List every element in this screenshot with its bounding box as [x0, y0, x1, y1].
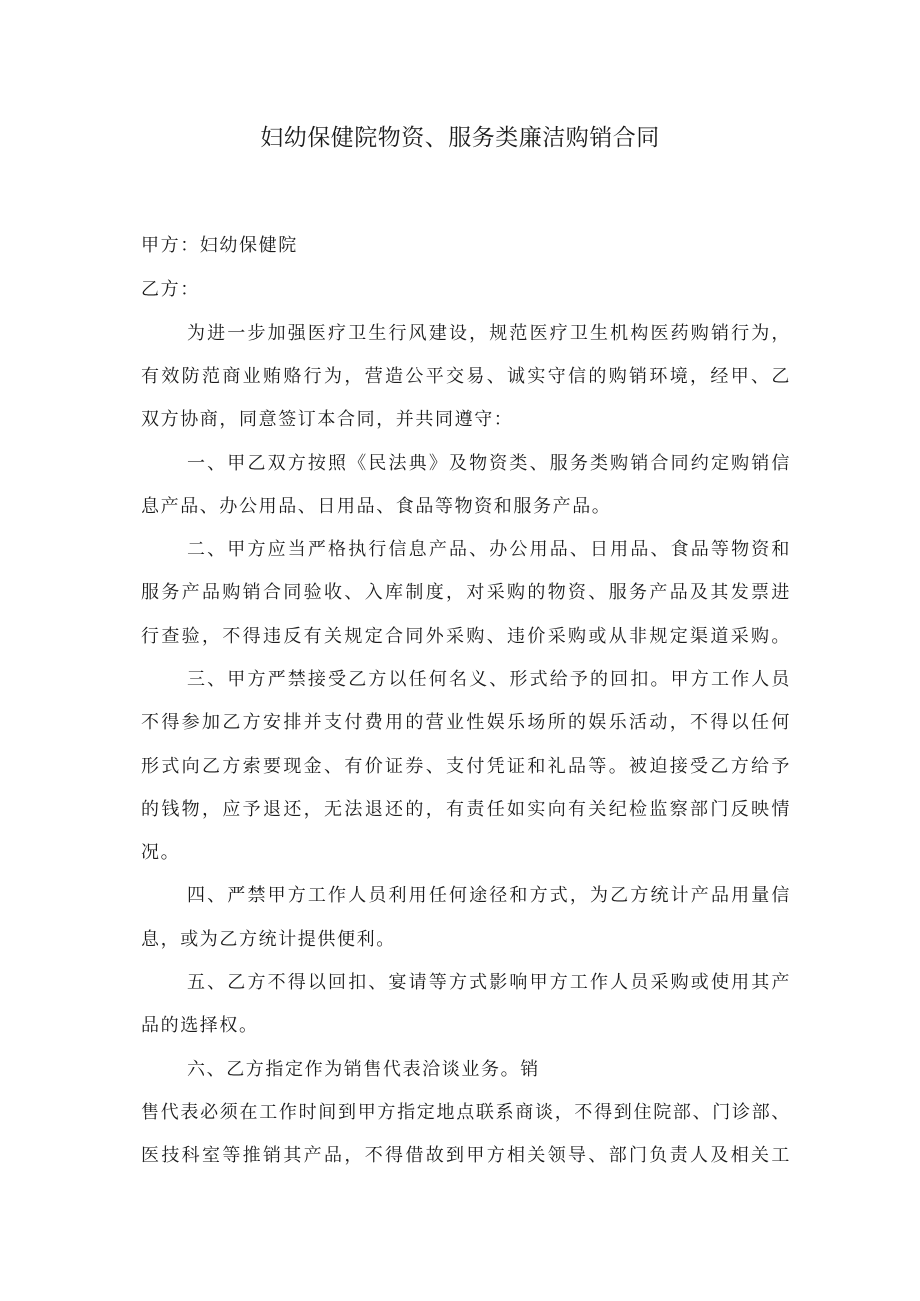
paragraph-line: 为进一步加强医疗卫生行风建设，规范医疗卫生机构医药购销行为，	[187, 323, 791, 344]
paragraph-line: 双方协商，同意签订本合同，并共同遵守：	[141, 409, 514, 430]
paragraph-line: 售代表必须在工作时间到甲方指定地点联系商谈，不得到住院部、门诊部、	[141, 1102, 791, 1123]
paragraph-line: 息产品、办公用品、日用品、食品等物资和服务产品。	[141, 496, 612, 517]
paragraph-line: 服务产品购销合同验收、入库制度，对采购的物资、服务产品及其发票进	[141, 582, 791, 603]
paragraph-line: 五、乙方不得以回扣、宴请等方式影响甲方工作人员采购或使用其产	[187, 972, 791, 993]
paragraph-line: 息，或为乙方统计提供便利。	[141, 929, 396, 950]
paragraph-line: 况。	[141, 842, 181, 863]
paragraph-line: 医技科室等推销其产品，不得借故到甲方相关领导、部门负责人及相关工	[141, 1145, 791, 1166]
party-a-line: 甲方：妇幼保健院	[141, 235, 298, 256]
paragraph-line: 有效防范商业贿赂行为，营造公平交易、诚实守信的购销环境，经甲、乙	[141, 366, 791, 387]
paragraph-line: 行查验，不得违反有关规定合同外采购、违价采购或从非规定渠道采购。	[141, 626, 791, 647]
party-b-line: 乙方：	[141, 279, 200, 300]
paragraph-line: 二、甲方应当严格执行信息产品、办公用品、日用品、食品等物资和	[187, 539, 791, 560]
paragraph-line: 六、乙方指定作为销售代表洽谈业务。销	[187, 1059, 540, 1080]
document-title: 妇幼保健院物资、服务类廉洁购销合同	[260, 125, 660, 151]
paragraph-line: 四、严禁甲方工作人员利用任何途径和方式，为乙方统计产品用量信	[187, 885, 791, 906]
paragraph-line: 的钱物，应予退还，无法退还的，有责任如实向有关纪检监察部门反映情	[141, 799, 791, 820]
paragraph-line: 一、甲乙双方按照《民法典》及物资类、服务类购销合同约定购销信	[187, 453, 791, 474]
paragraph-line: 不得参加乙方安排并支付费用的营业性娱乐场所的娱乐活动，不得以任何	[141, 712, 791, 733]
paragraph-line: 品的选择权。	[141, 1015, 259, 1036]
paragraph-line: 形式向乙方索要现金、有价证券、支付凭证和礼品等。被迫接受乙方给予	[141, 756, 791, 777]
paragraph-line: 三、甲方严禁接受乙方以任何名义、形式给予的回扣。甲方工作人员	[187, 669, 791, 690]
